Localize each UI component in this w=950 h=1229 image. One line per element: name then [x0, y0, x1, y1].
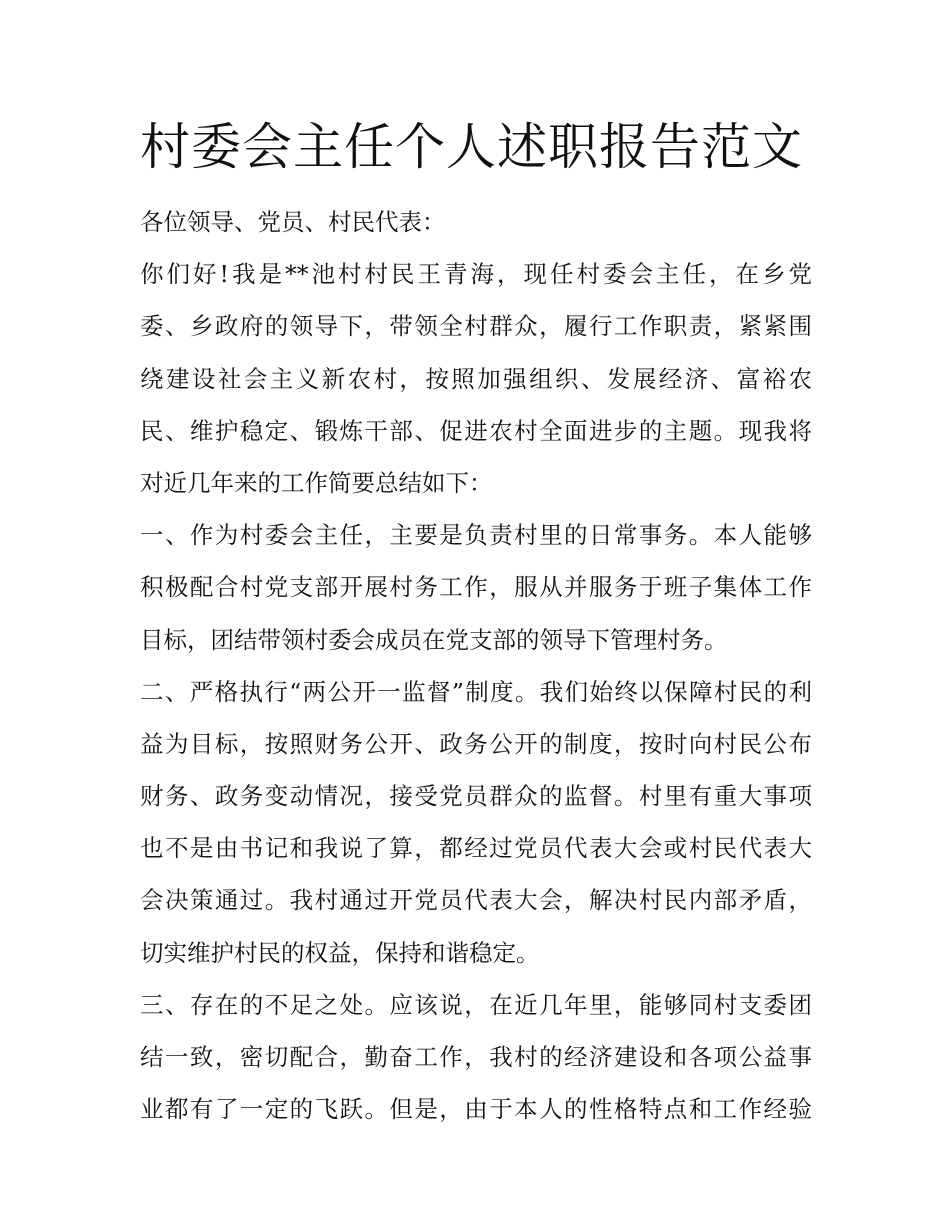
- document-title: 村委会主任个人述职报告范文: [140, 118, 803, 176]
- body-line: 切实维护村民的权益，保持和谐稳定。: [140, 938, 540, 967]
- body-line: 对近几年来的工作简要总结如下：: [140, 468, 493, 497]
- salutation-line: 各位领导、党员、村民代表：: [140, 208, 446, 236]
- body-line: 委、乡政府的领导下，带领全村群众，履行工作职责，紧紧围: [140, 312, 812, 341]
- document-body: [140, 196, 812, 1135]
- body-line: 也不是由书记和我说了算，都经过党员代表大会或村民代表大: [140, 834, 812, 863]
- body-line: 二、严格执行“两公开一监督”制度。我们始终以保障村民的利: [140, 677, 812, 706]
- body-line: 积极配合村党支部开展村务工作，服从并服务于班子集体工作: [140, 573, 812, 602]
- body-line: 益为目标，按照财务公开、政务公开的制度，按时向村民公布: [140, 729, 812, 758]
- body-line: 业都有了一定的飞跃。但是，由于本人的性格特点和工作经验: [140, 1095, 812, 1124]
- body-line: 目标，团结带领村委会成员在党支部的领导下管理村务。: [140, 625, 728, 654]
- body-line: 财务、政务变动情况，接受党员群众的监督。村里有重大事项: [140, 782, 812, 811]
- body-line: 一、作为村委会主任，主要是负责村里的日常事务。本人能够: [140, 521, 812, 550]
- body-line: 三、存在的不足之处。应该说，在近几年里，能够同村支委团: [140, 990, 812, 1019]
- body-line: 结一致，密切配合，勤奋工作，我村的经济建设和各项公益事: [140, 1043, 812, 1071]
- body-line: 会决策通过。我村通过开党员代表大会，解决村民内部矛盾，: [140, 886, 812, 915]
- body-line: 绕建设社会主义新农村，按照加强组织、发展经济、富裕农: [140, 364, 812, 393]
- body-line: 你们好!我是**池村村民王青海，现任村委会主任，在乡党: [140, 260, 812, 289]
- body-line: 民、维护稳定、锻炼干部、促进农村全面进步的主题。现我将: [140, 416, 812, 445]
